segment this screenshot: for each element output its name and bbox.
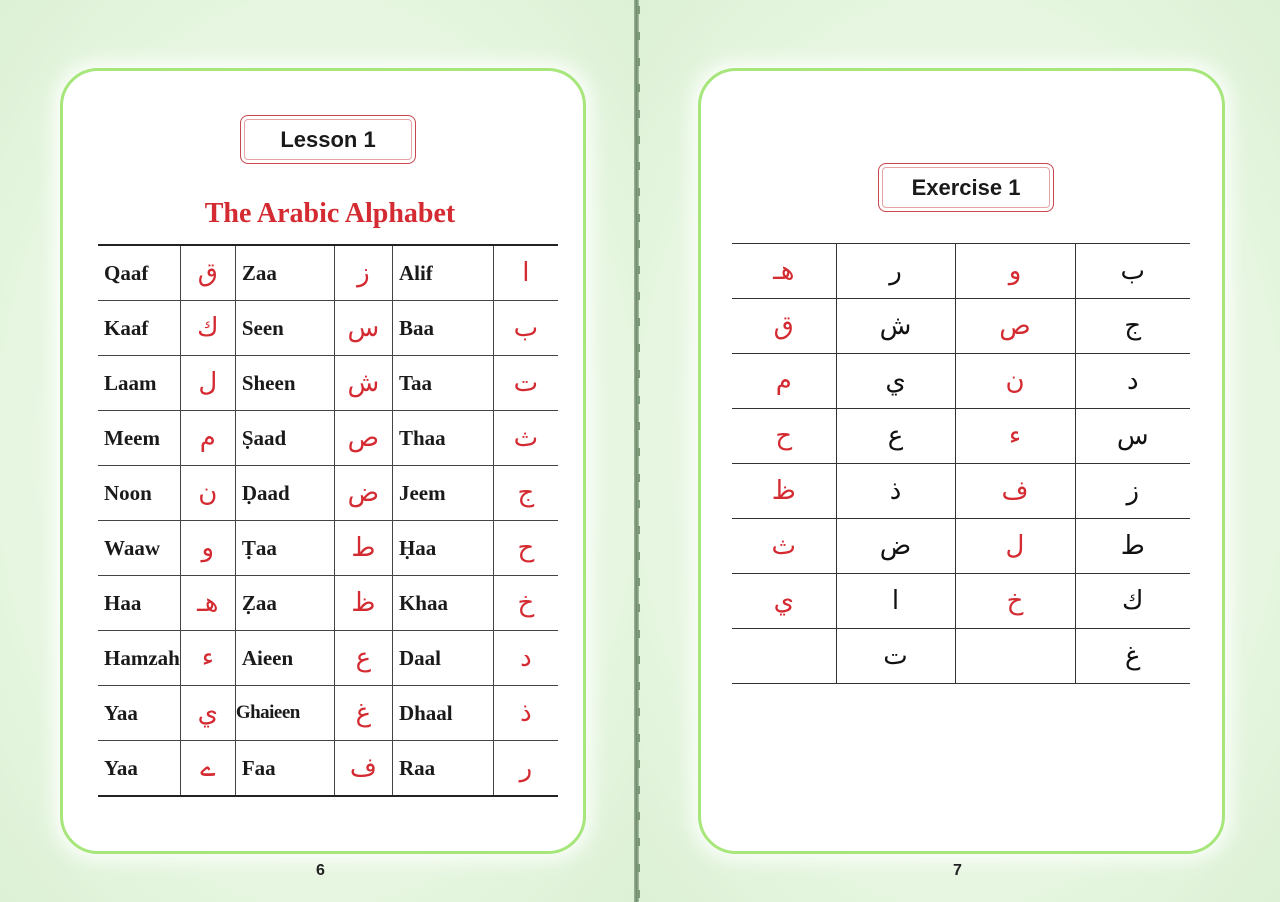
letter-name-cell: Ṭaa (235, 521, 334, 576)
letter-name-cell: Meem (98, 411, 180, 466)
letter-name-cell: Daal (392, 631, 493, 686)
arabic-letter-cell: غ (334, 686, 392, 741)
arabic-letter-cell: ث (493, 411, 558, 466)
letter-name-cell: Laam (98, 356, 180, 411)
arabic-letter-cell: ض (334, 466, 392, 521)
letter-name-cell: Raa (392, 741, 493, 797)
stitch-mark (637, 500, 640, 508)
table-row (98, 245, 558, 301)
stitch-mark (637, 318, 640, 326)
arabic-letter-cell: خ (493, 576, 558, 631)
exercise-letter-cell: و (955, 244, 1075, 299)
stitch-mark (637, 396, 640, 404)
letter-name-cell: Ẓaa (235, 576, 334, 631)
letter-name-cell: Khaa (392, 576, 493, 631)
letter-name-cell: Ṣaad (235, 411, 334, 466)
stitch-mark (637, 838, 640, 846)
letter-name-cell: Faa (235, 741, 334, 797)
letter-name-cell: Yaa (98, 686, 180, 741)
exercise-letter-cell: هـ (732, 244, 836, 299)
stitch-mark (637, 240, 640, 248)
stitch-mark (637, 812, 640, 820)
stitch-mark (637, 292, 640, 300)
stitch-mark (637, 682, 640, 690)
stitch-mark (637, 84, 640, 92)
arabic-letter-cell: و (180, 521, 235, 576)
letter-name-cell: Alif (392, 245, 493, 301)
stitch-mark (637, 214, 640, 222)
stitch-mark (637, 656, 640, 664)
letter-name-cell: Dhaal (392, 686, 493, 741)
letter-name-cell: Qaaf (98, 245, 180, 301)
letter-name-cell: Ghaieen (235, 686, 334, 741)
arabic-letter-cell: ش (334, 356, 392, 411)
exercise-letter-cell: ل (955, 519, 1075, 574)
exercise-letter-cell: ء (955, 409, 1075, 464)
stitch-mark (637, 344, 640, 352)
table-row (732, 629, 1190, 684)
exercise-letter-cell: ذ (836, 464, 955, 519)
exercise-letter-cell: خ (955, 574, 1075, 629)
lesson-label: Lesson 1 (240, 115, 416, 164)
letter-name-cell: Taa (392, 356, 493, 411)
exercise-table (732, 243, 1190, 684)
stitch-mark (637, 370, 640, 378)
letter-name-cell: Yaa (98, 741, 180, 797)
arabic-letter-cell: ك (180, 301, 235, 356)
exercise-letter-cell: ص (955, 299, 1075, 354)
table-row (732, 354, 1190, 409)
letter-name-cell: Aieen (235, 631, 334, 686)
stitch-mark (637, 864, 640, 872)
arabic-letter-cell: ت (493, 356, 558, 411)
exercise-letter-cell: ن (955, 354, 1075, 409)
table-row (732, 299, 1190, 354)
table-row (732, 519, 1190, 574)
arabic-letter-cell: هـ (180, 576, 235, 631)
arabic-letter-cell: ذ (493, 686, 558, 741)
stitch-mark (637, 552, 640, 560)
arabic-letter-cell: ے (180, 741, 235, 797)
arabic-letter-cell: س (334, 301, 392, 356)
stitch-mark (637, 708, 640, 716)
letter-name-cell: Seen (235, 301, 334, 356)
letter-name-cell: Kaaf (98, 301, 180, 356)
stitch-mark (637, 734, 640, 742)
arabic-letter-cell: ع (334, 631, 392, 686)
stitch-mark (637, 188, 640, 196)
table-row (98, 741, 558, 797)
arabic-letter-cell: ق (180, 245, 235, 301)
stitch-mark (637, 578, 640, 586)
table-row (98, 411, 558, 466)
stitch-mark (637, 58, 640, 66)
exercise-label: Exercise 1 (878, 163, 1054, 212)
exercise-letter-cell: ب (1075, 244, 1190, 299)
alphabet-table (98, 244, 558, 797)
letter-name-cell: Ḍaad (235, 466, 334, 521)
stitch-mark (637, 474, 640, 482)
exercise-letter-cell: ت (836, 629, 955, 684)
table-row (732, 244, 1190, 299)
letter-name-cell: Hamzah (98, 631, 180, 686)
exercise-letter-cell: ز (1075, 464, 1190, 519)
arabic-letter-cell: ا (493, 245, 558, 301)
exercise-letter-cell: ا (836, 574, 955, 629)
letter-name-cell: Ḥaa (392, 521, 493, 576)
arabic-letter-cell: ف (334, 741, 392, 797)
exercise-letter-cell: ض (836, 519, 955, 574)
exercise-letter-cell: ش (836, 299, 955, 354)
arabic-letter-cell: ط (334, 521, 392, 576)
exercise-letter-cell (955, 629, 1075, 684)
arabic-letter-cell: د (493, 631, 558, 686)
table-row (98, 356, 558, 411)
letter-name-cell: Thaa (392, 411, 493, 466)
arabic-letter-cell: ب (493, 301, 558, 356)
stitch-mark (637, 890, 640, 898)
arabic-letter-cell: ن (180, 466, 235, 521)
table-row (98, 301, 558, 356)
stitch-mark (637, 110, 640, 118)
stitch-mark (637, 266, 640, 274)
arabic-letter-cell: ر (493, 741, 558, 797)
exercise-letter-cell: ق (732, 299, 836, 354)
stitch-mark (637, 422, 640, 430)
stitch-mark (637, 760, 640, 768)
arabic-letter-cell: م (180, 411, 235, 466)
letter-name-cell: Noon (98, 466, 180, 521)
letter-name-cell: Haa (98, 576, 180, 631)
stitch-mark (637, 604, 640, 612)
exercise-letter-cell: ح (732, 409, 836, 464)
arabic-letter-cell: ظ (334, 576, 392, 631)
exercise-letter-cell: ث (732, 519, 836, 574)
table-row (98, 576, 558, 631)
arabic-letter-cell: ج (493, 466, 558, 521)
arabic-letter-cell: ز (334, 245, 392, 301)
exercise-letter-cell: ع (836, 409, 955, 464)
stitch-mark (637, 6, 640, 14)
letter-name-cell: Sheen (235, 356, 334, 411)
stitch-mark (637, 32, 640, 40)
page-number-right: 7 (953, 862, 962, 879)
exercise-letter-cell: ر (836, 244, 955, 299)
exercise-letter-cell: ي (732, 574, 836, 629)
table-row (98, 521, 558, 576)
exercise-letter-cell: ج (1075, 299, 1190, 354)
exercise-letter-cell (732, 629, 836, 684)
stitch-mark (637, 630, 640, 638)
exercise-letter-cell: غ (1075, 629, 1190, 684)
arabic-letter-cell: ي (180, 686, 235, 741)
exercise-letter-cell: ي (836, 354, 955, 409)
table-row (98, 686, 558, 741)
exercise-letter-cell: ط (1075, 519, 1190, 574)
table-row (732, 409, 1190, 464)
arabic-letter-cell: ل (180, 356, 235, 411)
table-row (98, 631, 558, 686)
exercise-letter-cell: د (1075, 354, 1190, 409)
arabic-letter-cell: ح (493, 521, 558, 576)
page-title: The Arabic Alphabet (204, 198, 456, 229)
letter-name-cell: Baa (392, 301, 493, 356)
stitch-mark (637, 526, 640, 534)
stitch-mark (637, 162, 640, 170)
exercise-letter-cell: ف (955, 464, 1075, 519)
exercise-letter-cell: س (1075, 409, 1190, 464)
letter-name-cell: Zaa (235, 245, 334, 301)
table-row (732, 464, 1190, 519)
stitch-mark (637, 448, 640, 456)
table-row (732, 574, 1190, 629)
exercise-letter-cell: م (732, 354, 836, 409)
letter-name-cell: Jeem (392, 466, 493, 521)
letter-name-cell: Waaw (98, 521, 180, 576)
exercise-letter-cell: ظ (732, 464, 836, 519)
arabic-letter-cell: ص (334, 411, 392, 466)
exercise-letter-cell: ك (1075, 574, 1190, 629)
stitch-mark (637, 786, 640, 794)
page-number-left: 6 (316, 862, 325, 879)
table-row (98, 466, 558, 521)
arabic-letter-cell: ء (180, 631, 235, 686)
stitch-mark (637, 136, 640, 144)
